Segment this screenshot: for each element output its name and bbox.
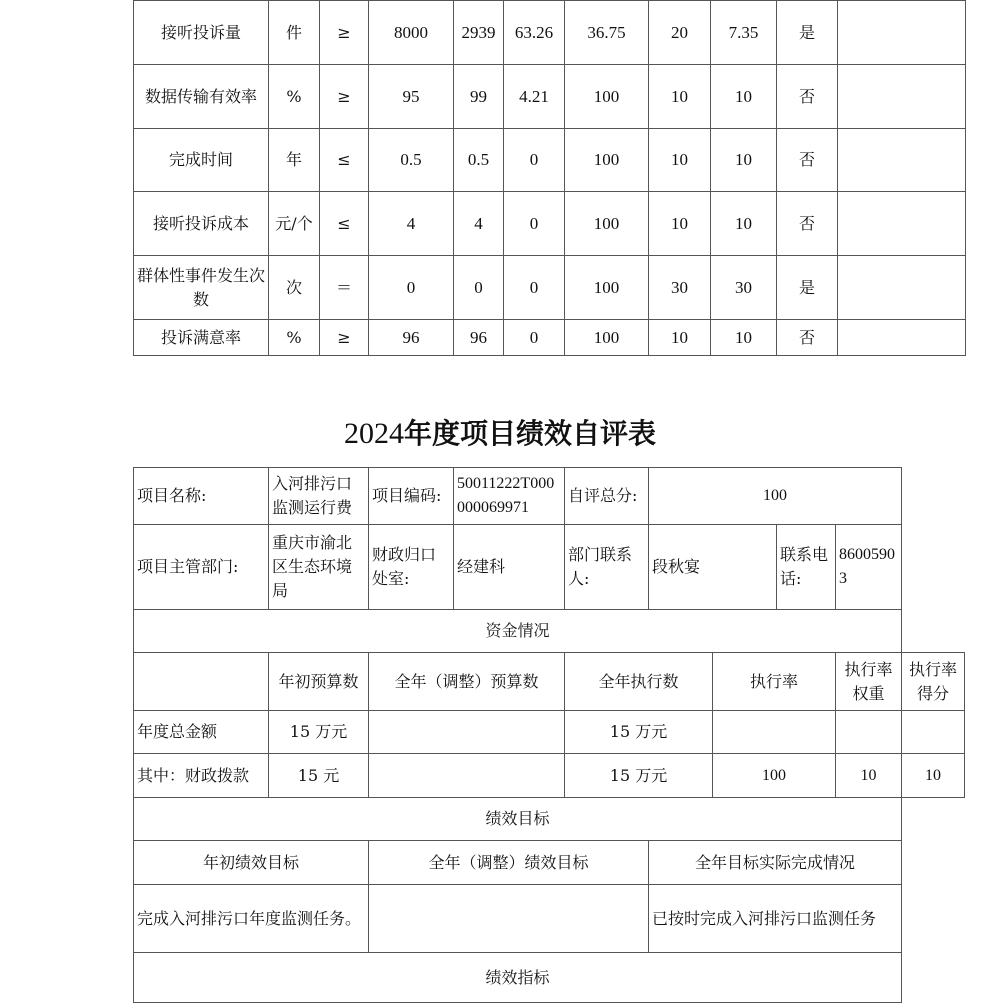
funds-section-title: 资金情况 (134, 610, 902, 653)
indicator-score: 10 (711, 320, 777, 356)
indicator-name: 完成时间 (134, 129, 269, 192)
funds-header-blank (134, 653, 269, 711)
indicator-actual: 0.5 (454, 129, 504, 192)
indicator-note (838, 65, 966, 129)
funds-header-executed: 全年执行数 (565, 653, 713, 711)
goals-header-adjusted: 全年（调整）绩效目标 (369, 841, 649, 885)
indicator-op: ≤ (320, 129, 369, 192)
indicator-note (838, 129, 966, 192)
self-score: 100 (649, 468, 902, 525)
indicator-rate: 100 (565, 192, 649, 256)
indicator-weight: 10 (649, 192, 711, 256)
indicator-note (838, 320, 966, 356)
indicator-actual: 0 (454, 256, 504, 320)
indicator-deviation: 63.26 (504, 1, 565, 65)
indicator-unit: 次 (269, 256, 320, 320)
funds-row-finance (134, 754, 965, 798)
funds-row-label: 年度总金额 (134, 711, 269, 754)
finance: 经建科 (454, 525, 565, 610)
funds-header-adjusted: 全年（调整）预算数 (369, 653, 565, 711)
indicator-table-body (134, 1, 966, 356)
indicator-score: 10 (711, 192, 777, 256)
funds-rate: 100 (713, 754, 836, 798)
indicator-op: ≥ (320, 1, 369, 65)
self-score-label: 自评总分: (565, 468, 649, 525)
indicator-row (134, 129, 966, 192)
indicator-op: ≥ (320, 65, 369, 129)
indicator-op: ≥ (320, 320, 369, 356)
dept: 重庆市渝北区生态环境局 (269, 525, 369, 610)
funds-section-row (134, 610, 965, 653)
indicator-target: 0 (369, 256, 454, 320)
goals-section-row (134, 798, 965, 841)
indicator-row (134, 320, 966, 356)
goals-header-row (134, 841, 965, 885)
dept-label: 项目主管部门: (134, 525, 269, 610)
indicator-unit: 件 (269, 1, 320, 65)
indicator-name: 接听投诉成本 (134, 192, 269, 256)
funds-row-label: 其中：财政拨款 (134, 754, 269, 798)
indicator-op: ≤ (320, 192, 369, 256)
funds-header-weight: 执行率权重 (836, 653, 902, 711)
indicator-score: 10 (711, 129, 777, 192)
project-name-label: 项目名称: (134, 468, 269, 525)
indicator-deviation: 4.21 (504, 65, 565, 129)
indicator-flag: 否 (777, 65, 838, 129)
indicator-actual: 4 (454, 192, 504, 256)
indicator-table (133, 0, 966, 356)
goals-header-actual: 全年目标实际完成情况 (649, 841, 902, 885)
funds-header-score: 执行率得分 (902, 653, 965, 711)
indicator-flag: 是 (777, 256, 838, 320)
funds-header-rate: 执行率 (713, 653, 836, 711)
indicator-row (134, 192, 966, 256)
goals-initial: 完成入河排污口年度监测任务。 (134, 885, 369, 953)
indicator-flag: 否 (777, 192, 838, 256)
indicator-weight: 10 (649, 129, 711, 192)
project-name: 入河排污口监测运行费 (269, 468, 369, 525)
indicator-note (838, 192, 966, 256)
indicator-rate: 100 (565, 65, 649, 129)
title-text: 年度项目绩效自评表 (403, 417, 656, 450)
indicator-unit: 年 (269, 129, 320, 192)
project-table (133, 467, 965, 1003)
page-title (0, 414, 1000, 454)
indicator-rate: 100 (565, 320, 649, 356)
project-code-label: 项目编码: (369, 468, 454, 525)
indicator-weight: 10 (649, 65, 711, 129)
indicator-weight: 20 (649, 1, 711, 65)
indicator-note (838, 1, 966, 65)
indicator-score: 10 (711, 65, 777, 129)
indicator-name: 投诉满意率 (134, 320, 269, 356)
indicator-deviation: 0 (504, 256, 565, 320)
phone-label: 联系电话: (777, 525, 836, 610)
indicator-row (134, 65, 966, 129)
funds-initial: 15 万元 (269, 711, 369, 754)
indicator-name: 接听投诉量 (134, 1, 269, 65)
indicator-rate: 36.75 (565, 1, 649, 65)
indicator-note (838, 256, 966, 320)
indicator-deviation: 0 (504, 129, 565, 192)
indicator-score: 30 (711, 256, 777, 320)
indicator-name: 群体性事件发生次数 (134, 256, 269, 320)
finance-label: 财政归口处室: (369, 525, 454, 610)
funds-adjusted (369, 711, 565, 754)
funds-row-total (134, 711, 965, 754)
info-row-2 (134, 525, 965, 610)
indicator-row (134, 1, 966, 65)
funds-adjusted (369, 754, 565, 798)
funds-executed: 15 万元 (565, 754, 713, 798)
info-row-1 (134, 468, 965, 525)
indicator-name: 数据传输有效率 (134, 65, 269, 129)
funds-executed: 15 万元 (565, 711, 713, 754)
funds-initial: 15 元 (269, 754, 369, 798)
indicator-flag: 否 (777, 320, 838, 356)
indicator-unit: % (269, 320, 320, 356)
indicator-actual: 2939 (454, 1, 504, 65)
indicator-target: 8000 (369, 1, 454, 65)
goals-section-title: 绩效目标 (134, 798, 902, 841)
contact-label: 部门联系人: (565, 525, 649, 610)
title-year: 2024 (343, 417, 404, 450)
indicator-target: 95 (369, 65, 454, 129)
indicator-target: 4 (369, 192, 454, 256)
funds-weight: 10 (836, 754, 902, 798)
goals-header-initial: 年初绩效目标 (134, 841, 369, 885)
funds-header-row (134, 653, 965, 711)
indicator-target: 0.5 (369, 129, 454, 192)
funds-rate (713, 711, 836, 754)
funds-score: 10 (902, 754, 965, 798)
funds-score (902, 711, 965, 754)
indicator-deviation: 0 (504, 192, 565, 256)
funds-weight (836, 711, 902, 754)
indicator-op: ＝ (320, 256, 369, 320)
indicator-row (134, 256, 966, 320)
contact: 段秋宴 (649, 525, 777, 610)
goals-actual: 已按时完成入河排污口监测任务 (649, 885, 902, 953)
indicator-rate: 100 (565, 129, 649, 192)
goals-content-row (134, 885, 965, 953)
indicator-score: 7.35 (711, 1, 777, 65)
goals-adjusted (369, 885, 649, 953)
indicator-actual: 96 (454, 320, 504, 356)
indicator-weight: 30 (649, 256, 711, 320)
indicator-rate: 100 (565, 256, 649, 320)
indicator-flag: 否 (777, 129, 838, 192)
funds-header-initial: 年初预算数 (269, 653, 369, 711)
indicator-actual: 99 (454, 65, 504, 129)
indicator-flag: 是 (777, 1, 838, 65)
phone: 86005903 (836, 525, 902, 610)
indicators-section-row (134, 953, 965, 1003)
indicator-unit: % (269, 65, 320, 129)
indicator-weight: 10 (649, 320, 711, 356)
indicators-section-title: 绩效指标 (134, 953, 902, 1003)
project-code: 50011222T000000069971 (454, 468, 565, 525)
indicator-unit: 元/个 (269, 192, 320, 256)
indicator-deviation: 0 (504, 320, 565, 356)
indicator-target: 96 (369, 320, 454, 356)
